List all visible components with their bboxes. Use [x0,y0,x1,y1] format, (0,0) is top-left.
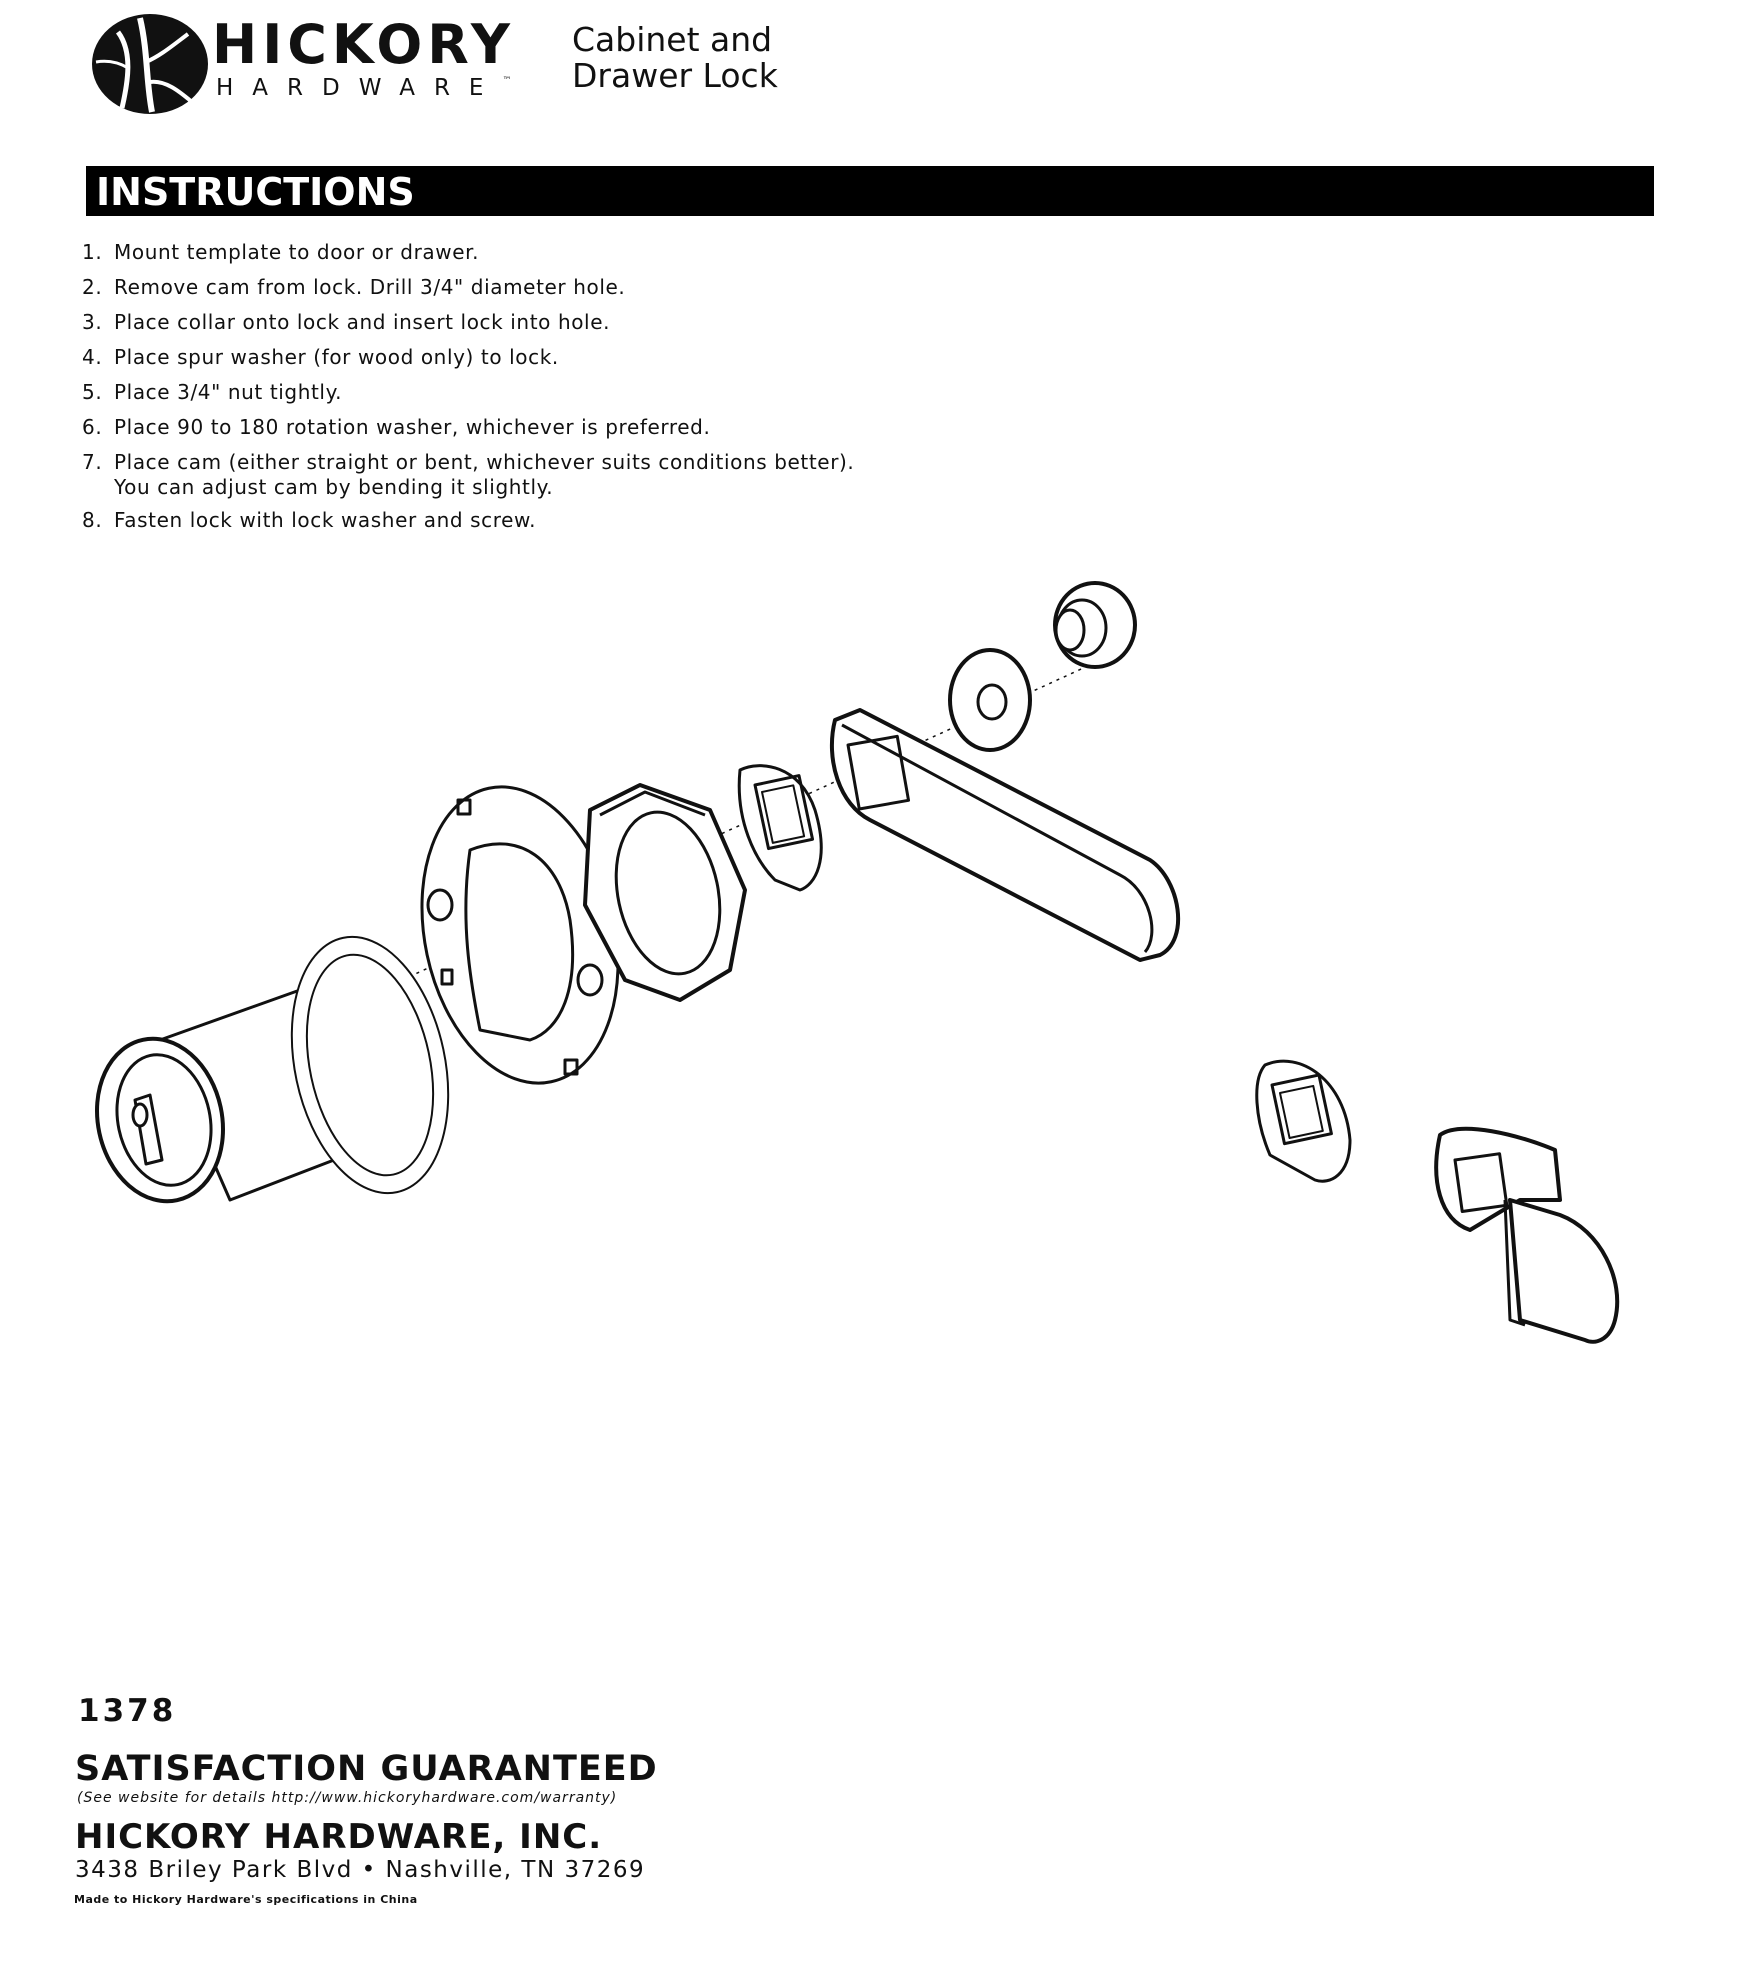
step-text: Place collar onto lock and insert lock into hole. [114,310,611,334]
instruction-step [82,415,882,440]
step-number: 5. [82,380,103,404]
product-title-line2: Drawer Lock [572,56,778,95]
instruction-step [82,508,882,533]
made-in-note: Made to Hickory Hardware's specifications in China [74,1893,418,1906]
hickory-tree-logo-icon [88,12,218,116]
brand-subtitle [216,77,511,100]
bent-cam-icon [1436,1129,1617,1342]
step-number: 7. [82,450,103,474]
step-number: 6. [82,415,103,439]
instruction-step [82,240,882,265]
instruction-step [82,450,882,500]
instructions-title: INSTRUCTIONS [96,170,415,214]
step-text: Place 90 to 180 rotation washer, whichever is preferred. [114,415,711,439]
step-number: 8. [82,508,103,532]
step-text: Place spur washer (for wood only) to lock. [114,345,559,369]
step-text: Remove cam from lock. Drill 3/4" diameter hole. [114,275,626,299]
step-number: 2. [82,275,103,299]
instruction-steps [82,240,882,543]
step-number: 3. [82,310,103,334]
step-text: Place 3/4" nut tightly. [114,380,343,404]
step-number: 4. [82,345,103,369]
company-name: HICKORY HARDWARE, INC. [75,1817,603,1857]
screw-icon [1055,583,1135,667]
brand-name: HICKORY [212,13,515,76]
instruction-step [82,310,882,335]
brand-subtitle-text: HARDWARE [216,75,503,101]
rotation-washer-icon [739,766,821,890]
step-text: Place cam (either straight or bent, whichever suits conditions better). You can adjust cam by bending it slightly. [114,450,855,499]
instruction-step [82,380,882,405]
step-text: Fasten lock with lock washer and screw. [114,508,537,532]
satisfaction-guarantee: SATISFACTION GUARANTEED [75,1749,658,1789]
product-title-line1: Cabinet and [572,20,773,59]
instruction-step [82,345,882,370]
step-number: 1. [82,240,103,264]
instruction-step [82,275,882,300]
rotation-washer-icon [1257,1061,1350,1181]
warranty-note: (See website for details http://www.hickoryhardware.com/warranty) [77,1790,618,1806]
trademark-mark: ™ [502,76,512,86]
exploded-lock-diagram [0,560,1750,1380]
model-number: 1378 [78,1693,177,1729]
product-title [572,22,778,94]
step-text: Mount template to door or drawer. [114,240,480,264]
company-address: 3438 Briley Park Blvd • Nashville, TN 37269 [75,1857,646,1883]
lock-washer-icon [950,650,1030,750]
